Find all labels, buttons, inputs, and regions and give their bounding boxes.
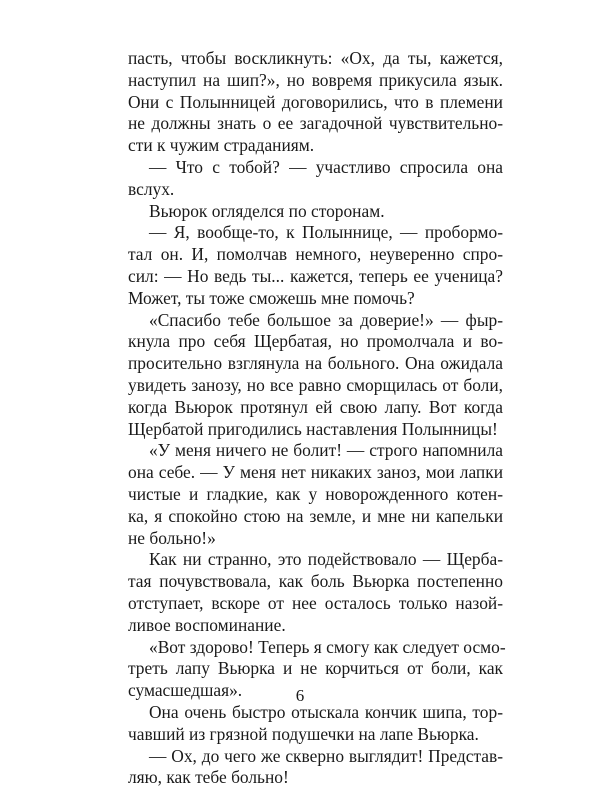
text-line: тал он. И, помолчав немного, неуверенно спро- (128, 244, 503, 265)
text-line: не больно!» (128, 527, 216, 548)
text-line: треть лапу Вьюрка и не корчиться от боли, как (128, 658, 503, 679)
text-line: Может, ты тоже сможешь мне помочь? (128, 287, 415, 308)
page-number: 6 (295, 686, 305, 705)
text-line: сумасшедшая». (128, 680, 243, 701)
text-line: наступил на шип?», но вовремя прикусила язык. (128, 69, 503, 90)
text-line: пасть, чтобы воскликнуть: «Ох, да ты, кажется, (128, 48, 503, 68)
text-line: она себе. — У меня нет никаких заноз, мои лапки (128, 462, 503, 483)
text-line: «Вот здорово! Теперь я смогу как следует осмо- (149, 636, 506, 657)
text-line: когда Вьюрок протянул ей свою лапу. Вот когда (128, 396, 503, 417)
text-line: чистые и гладкие, как у новорожденного котен- (128, 483, 503, 504)
text-line: тая почувствовала, как боль Вьюрка постепенно (128, 571, 503, 592)
text-line: Она очень быстро отыскала кончик шипа, тор- (149, 701, 503, 722)
text-line: ка, я спокойно стою на земле, и мне ни капельки (128, 505, 503, 526)
text-line: Они с Полынницей договорились, что в племени (128, 91, 503, 112)
text-line: сти к чужим страданиям. (128, 135, 315, 156)
text-line: «У меня ничего не болит! — строго напомнила (149, 440, 503, 461)
text-line: сил: — Но ведь ты... кажется, теперь ее ученица? (128, 265, 503, 286)
text-line: Вьюрок огляделся по сторонам. (149, 200, 385, 221)
body-text (128, 48, 506, 789)
text-line: просительно взглянула на больного. Она ожидала (128, 353, 503, 374)
text-line: — Ох, до чего же скверно выглядит! Представ- (149, 745, 503, 766)
text-line: — Что с тобой? — участливо спросила она (149, 156, 503, 177)
text-line: чавший из грязной подушечки на лапе Вьюрка. (128, 723, 479, 744)
text-line: — Я, вообще-то, к Полыннице, — пробормо- (149, 222, 503, 243)
text-line: увидеть занозу, но все равно сморщилась от боли, (128, 374, 503, 395)
text-line: ливое воспоминание. (128, 614, 286, 635)
text-line: отступает, вскоре от нее осталось только назой- (128, 592, 503, 613)
text-line: кнула про себя Щербатая, но промолчала и во- (128, 331, 503, 352)
text-line: ляю, как тебе больно! (128, 767, 289, 788)
text-line: Как ни странно, это подействовало — Щерба- (149, 549, 503, 570)
text-line: Щербатой пригодились наставления Полынницы! (128, 418, 498, 439)
text-line: вслух. (128, 178, 175, 199)
text-line: не должны знать о ее загадочной чувствительно- (128, 113, 503, 134)
text-line: «Спасибо тебе большое за доверие!» — фыр- (149, 309, 503, 330)
